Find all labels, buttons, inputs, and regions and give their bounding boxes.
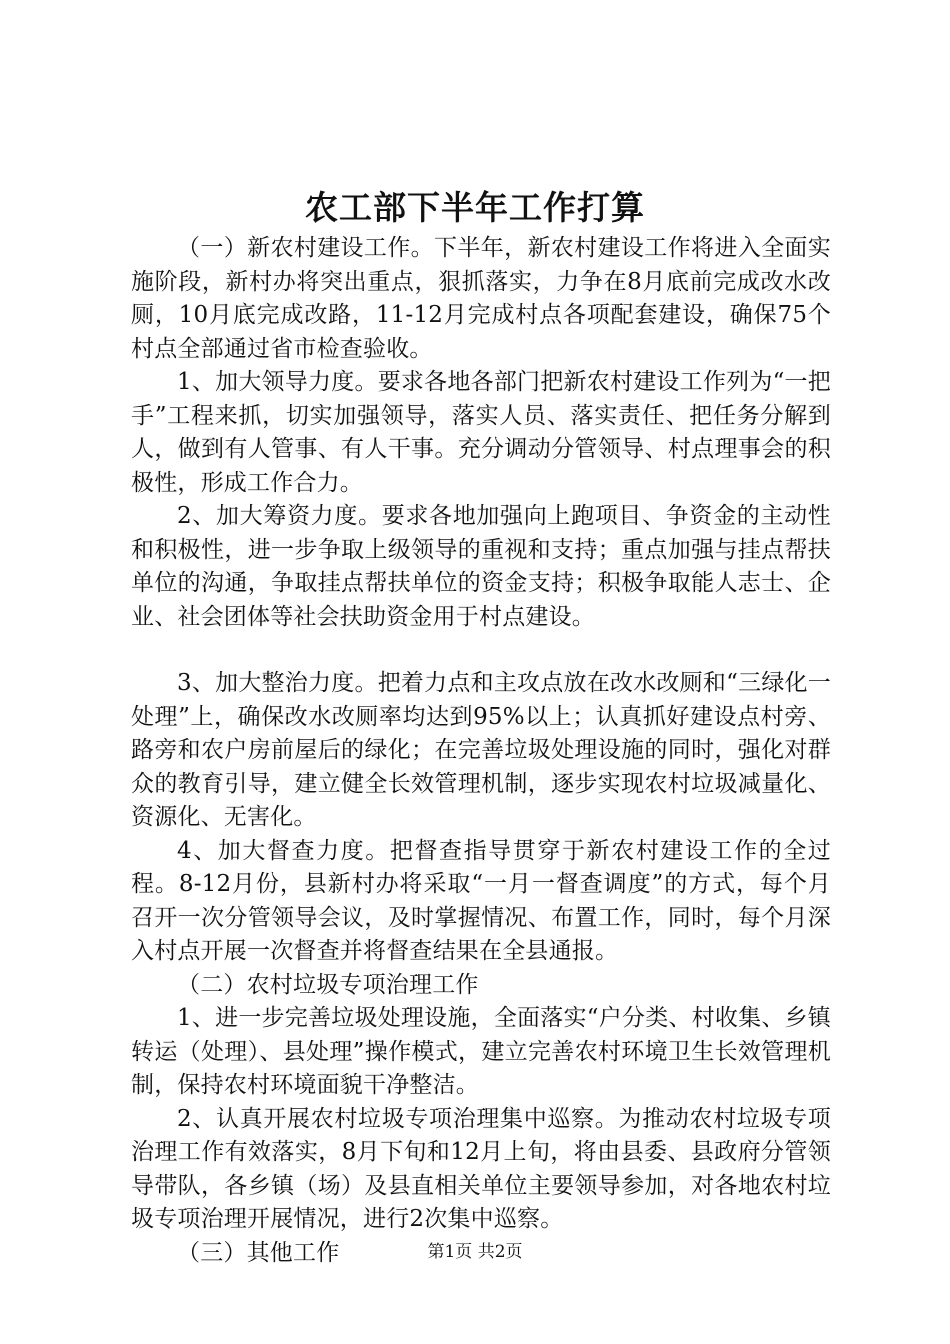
paragraph-item-3: 3、加大整治力度。把着力点和主攻点放在改水改厕和“三绿化一处理”上，确保改水改厕率均达到95%以上；认真抓好建设点村旁、路旁和农户房前屋后的绿化；在完善垃圾处理设施的同时，强化对群众的教育引导，建立健全长效管理机制，逐步实现农村垃圾减量化、资源化、无害化。 <box>131 670 831 830</box>
paragraph-section-2-item-2: 2、认真开展农村垃圾专项治理集中巡察。为推动农村垃圾专项治理工作有效落实，8月下旬和12月上旬，将由县委、县政府分管领导带队，各乡镇（场）及县直相关单位主要领导参加，对各地农村垃圾专项治理开展情况，进行2次集中巡察。 <box>131 1105 831 1232</box>
page-footer: 第1页 共2页 <box>427 1242 523 1262</box>
paragraph-item-2: 2、加大筹资力度。要求各地加强向上跑项目、争资金的主动性和积极性，进一步争取上级领导的重视和支持；重点加强与挂点帮扶单位的沟通，争取挂点帮扶单位的资金支持；积极争取能人志士、企业、社会团体等社会扶助资金用于村点建设。 <box>131 503 831 630</box>
document-body <box>131 232 831 1270</box>
paragraph-item-4: 4、加大督查力度。把督查指导贯穿于新农村建设工作的全过程。8-12月份，县新村办将采取“一月一督查调度”的方式，每个月召开一次分管领导会议，及时掌握情况、布置工作，同时，每个月深入村点开展一次督查并将督查结果在全县通报。 <box>131 837 831 964</box>
paragraph-section-1: （一）新农村建设工作。下半年，新农村建设工作将进入全面实施阶段，新村办将突出重点，狠抓落实，力争在8月底前完成改水改厕，10月底完成改路，11-12月完成村点各项配套建设，确保75个村点全部通过省市检查验收。 <box>131 235 831 362</box>
paragraph-section-3: （三）其他工作 <box>177 1239 340 1266</box>
document-title: 农工部下半年工作打算 <box>305 188 645 227</box>
paragraph-section-2-item-1: 1、进一步完善垃圾处理设施，全面落实“户分类、村收集、乡镇转运（处理）、县处理”操作模式，建立完善农村环境卫生长效管理机制，保持农村环境面貌干净整洁。 <box>131 1005 831 1098</box>
paragraph-section-2: （二）农村垃圾专项治理工作 <box>177 971 479 998</box>
paragraph-item-1: 1、加大领导力度。要求各地各部门把新农村建设工作列为“一把手”工程来抓，切实加强领导，落实人员、落实责任、把任务分解到人，做到有人管事、有人干事。充分调动分管领导、村点理事会的积极性，形成工作合力。 <box>131 369 831 496</box>
